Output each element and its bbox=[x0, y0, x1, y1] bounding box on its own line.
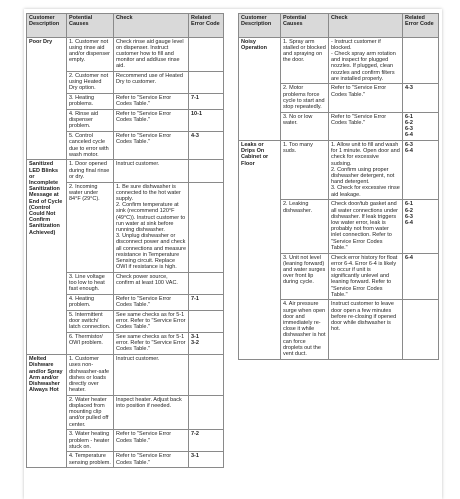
check-text: Check rinse aid gauge level on dispenser. Instruct customer how to fill and monitor and add/use rinse aid. bbox=[116, 38, 184, 70]
error-code-cell bbox=[403, 141, 439, 200]
table-row bbox=[239, 37, 439, 84]
check-text: Refer to "Service Error Codes Table." bbox=[116, 431, 172, 444]
check-text: Refer to "Service Error Codes Table." bbox=[331, 85, 387, 98]
potential-cause-cell bbox=[281, 253, 329, 300]
potential-cause-text: 1. Too many suds. bbox=[283, 142, 313, 155]
table-row bbox=[27, 160, 224, 182]
error-code-cell bbox=[189, 310, 224, 332]
potential-cause-cell bbox=[281, 37, 329, 84]
check-text: 1. Be sure dishwasher is connected to the hot water supply. 2. Confirm temperature at sink (recommend 120°F (49°C)). Instruct customer to run water at sink before running dishwasher. 3. Unplug dishwasher or disconnect power and check all connections and measure resistance in Temperature Sensing circuit. Replace OWI if resistance is high. bbox=[116, 183, 187, 271]
error-code-cell bbox=[189, 395, 224, 430]
table-row bbox=[27, 37, 224, 72]
header-related-error-code: Related Error Code bbox=[403, 14, 439, 38]
potential-cause-cell bbox=[67, 72, 114, 94]
error-code-cell bbox=[403, 112, 439, 140]
potential-cause-text: 5. Intermittent door switch/ latch connection. bbox=[69, 311, 111, 331]
check-text: Instruct customer to leave door open a few minutes before re-closing if opened door while dishwasher is hot. bbox=[331, 301, 397, 333]
check-cell bbox=[329, 84, 403, 112]
check-text: See same checks as for 5-1 error. Refer to "Service Error Codes Table." bbox=[116, 334, 186, 353]
header-related-error-code: Related Error Code bbox=[189, 14, 224, 38]
potential-cause-cell bbox=[67, 295, 114, 311]
check-text: - Instruct customer if blocked. - Check spray arm rotation and inspect for plugged nozzles. If plugged, clean nozzles and confirm filters are installed properly. bbox=[331, 38, 396, 82]
check-text: Check error history for float error 6-4. Error 6-4 is likely to occur if unit is significantly unlevel and leaning forward. Refer to "Service Error Codes Table." bbox=[331, 254, 398, 298]
potential-cause-cell bbox=[67, 132, 114, 160]
potential-cause-cell bbox=[281, 84, 329, 112]
table-body-left bbox=[27, 37, 224, 468]
potential-cause-text: 4. Air pressure surge when open door and immediately re-close it while dishwasher is hot can force droplets out the vent duct. bbox=[283, 301, 326, 358]
potential-cause-cell bbox=[67, 37, 114, 72]
potential-cause-cell bbox=[67, 430, 114, 452]
check-text: Refer to "Service Error Codes Table." bbox=[116, 453, 172, 466]
error-code-text: 6-4 bbox=[405, 254, 413, 261]
potential-cause-text: 1. Customer not using rinse aid and/or dispenser empty. bbox=[69, 38, 110, 64]
error-code-text: 6-1 6-2 6-3 6-4 bbox=[405, 201, 413, 226]
error-code-text: 7-1 bbox=[191, 296, 199, 303]
potential-cause-cell bbox=[67, 310, 114, 332]
customer-description-cell: Noisy Operation bbox=[239, 37, 281, 141]
check-text: Inspect heater. Adjust back into position if needed. bbox=[116, 396, 182, 410]
potential-cause-cell bbox=[281, 112, 329, 140]
error-code-cell bbox=[189, 295, 224, 311]
potential-cause-cell bbox=[67, 94, 114, 110]
potential-cause-text: 1. Customer uses non-dishwasher-safe dishes or loads directly over heater. bbox=[69, 356, 110, 394]
header-customer-description: Customer Description bbox=[27, 14, 67, 38]
potential-cause-cell bbox=[67, 110, 114, 132]
customer-description-cell: Poor Dry bbox=[27, 37, 67, 160]
potential-cause-text: 2. Incoming water under 84°F (29°C). bbox=[69, 183, 100, 202]
potential-cause-text: 3. Unit not level (leaning forward) and water surges over front lip during cycle. bbox=[283, 254, 326, 286]
potential-cause-text: 2. Leaking dishwasher. bbox=[283, 201, 313, 214]
check-text: Refer to "Service Error Codes Table." bbox=[116, 133, 172, 146]
check-cell bbox=[114, 110, 189, 132]
check-cell bbox=[114, 430, 189, 452]
check-cell bbox=[114, 37, 189, 72]
potential-cause-cell bbox=[67, 182, 114, 272]
error-code-cell bbox=[403, 300, 439, 359]
potential-cause-text: 1. Spray arm stalled or blocked and spraying on the door. bbox=[283, 38, 326, 64]
table-header-row bbox=[239, 14, 439, 38]
table-header-row bbox=[27, 14, 224, 38]
check-text: Instruct customer. bbox=[116, 161, 160, 168]
customer-description-cell: Melted Dishware and/or Spray Arm and/or Dishwasher Always Hot bbox=[27, 355, 67, 468]
check-cell bbox=[114, 355, 189, 396]
potential-cause-cell bbox=[67, 452, 114, 468]
check-cell bbox=[114, 182, 189, 272]
potential-cause-text: 3. Line voltage too low to heat fast enough. bbox=[69, 273, 105, 293]
error-code-cell bbox=[189, 452, 224, 468]
error-code-text: 4-3 bbox=[405, 85, 413, 92]
error-code-cell bbox=[403, 37, 439, 84]
error-code-cell bbox=[189, 132, 224, 160]
potential-cause-cell bbox=[67, 355, 114, 396]
error-code-cell bbox=[189, 182, 224, 272]
potential-cause-cell bbox=[67, 395, 114, 430]
error-code-text: 3-1 3-2 bbox=[191, 334, 199, 347]
error-code-cell bbox=[189, 110, 224, 132]
check-cell bbox=[114, 72, 189, 94]
check-cell bbox=[329, 200, 403, 253]
error-code-cell bbox=[403, 253, 439, 300]
troubleshooting-table-right bbox=[238, 13, 439, 360]
potential-cause-text: 4. Temperature sensing problem. bbox=[69, 453, 111, 466]
check-cell bbox=[329, 253, 403, 300]
error-code-cell bbox=[189, 160, 224, 182]
check-text: Refer to "Service Error Codes Table." bbox=[116, 95, 172, 108]
potential-cause-cell bbox=[67, 160, 114, 182]
potential-cause-cell bbox=[281, 141, 329, 200]
error-code-cell bbox=[189, 272, 224, 294]
error-code-text: 10-1 bbox=[191, 111, 203, 118]
error-code-cell bbox=[189, 94, 224, 110]
header-potential-causes: Potential Causes bbox=[67, 14, 114, 38]
check-cell bbox=[114, 94, 189, 110]
customer-description-cell: Leaks or Drips On Cabinet or Floor bbox=[239, 141, 281, 360]
potential-cause-text: 4. Rinse aid dispenser problem. bbox=[69, 111, 99, 130]
document-page bbox=[24, 9, 442, 499]
error-code-cell bbox=[189, 72, 224, 94]
potential-cause-cell bbox=[281, 200, 329, 253]
check-cell bbox=[114, 310, 189, 332]
check-text: Refer to "Service Error Codes Table." bbox=[116, 296, 172, 309]
check-cell bbox=[329, 300, 403, 359]
header-check: Check bbox=[114, 14, 189, 38]
customer-description-cell: Sanitized LED Blinks or Incomplete Sanitization Message at End of Cycle (Control Could Not Confirm Sanitization Achieved) bbox=[27, 160, 67, 355]
potential-cause-text: 3. Heating problems. bbox=[69, 95, 95, 108]
potential-cause-cell bbox=[67, 272, 114, 294]
error-code-cell bbox=[403, 84, 439, 112]
error-code-text: 6-3 6-4 bbox=[405, 142, 413, 155]
potential-cause-text: 4. Heating problem. bbox=[69, 296, 95, 309]
check-text: 1. Allow unit to fill and wash for 1 minute. Open door and check for excessive sudsing. 2. Confirm using proper dishwasher detergent, not hand detergent. 3. Check for excessive rinse aid leakage. bbox=[331, 142, 400, 198]
check-text: Instruct customer. bbox=[116, 356, 160, 363]
potential-cause-text: 1. Door opened during final rinse or dry. bbox=[69, 161, 110, 180]
check-text: Refer to "Service Error Codes Table." bbox=[116, 111, 172, 124]
error-code-text: 4-3 bbox=[191, 133, 199, 140]
check-cell bbox=[114, 132, 189, 160]
potential-cause-cell bbox=[67, 333, 114, 355]
check-text: See same checks as for 5-1 error. Refer to "Service Error Codes Table." bbox=[116, 311, 186, 331]
potential-cause-text: 2. Water heater displaced from mounting clip and/or pulled off center. bbox=[69, 396, 109, 428]
potential-cause-text: 2. Customer not using Heated Dry option. bbox=[69, 73, 109, 92]
error-code-text: 7-2 bbox=[191, 431, 199, 438]
error-code-cell bbox=[189, 355, 224, 396]
check-text: Recommend use of Heated Dry to customer. bbox=[116, 73, 183, 86]
table-row bbox=[27, 355, 224, 396]
potential-cause-text: 3. No or low water. bbox=[283, 113, 313, 126]
check-text: Refer to "Service Error Codes Table." bbox=[331, 113, 387, 126]
potential-cause-text: 6. Thermistor/ OWI problem. bbox=[69, 334, 103, 347]
check-cell bbox=[114, 295, 189, 311]
error-code-text: 6-1 6-2 6-3 6-4 bbox=[405, 113, 413, 139]
troubleshooting-table-left bbox=[26, 13, 224, 468]
error-code-cell bbox=[189, 430, 224, 452]
error-code-cell bbox=[189, 37, 224, 72]
check-text: Check power source, confirm at least 100 VAC. bbox=[116, 273, 178, 287]
check-cell bbox=[114, 272, 189, 294]
potential-cause-cell bbox=[281, 300, 329, 359]
error-code-text: 7-1 bbox=[191, 95, 199, 102]
header-customer-description: Customer Description bbox=[239, 14, 281, 38]
table-row bbox=[239, 141, 439, 200]
error-code-cell bbox=[403, 200, 439, 253]
error-code-text: 3-1 bbox=[191, 453, 199, 460]
check-cell bbox=[329, 141, 403, 200]
header-potential-causes: Potential Causes bbox=[281, 14, 329, 38]
potential-cause-text: 5. Control canceled cycle due to error with wash motor. bbox=[69, 133, 109, 158]
check-cell bbox=[329, 37, 403, 84]
check-cell bbox=[114, 395, 189, 430]
error-code-cell bbox=[189, 333, 224, 355]
table-body-right bbox=[239, 37, 439, 359]
check-cell bbox=[114, 160, 189, 182]
check-cell bbox=[114, 452, 189, 468]
header-check: Check bbox=[329, 14, 403, 38]
check-text: Check door/tub gasket and all water connections under dishwasher. If leak triggers low water error, leak is probably not from water inlet connection. Refer to "Service Error Codes Table." bbox=[331, 201, 398, 251]
potential-cause-text: 2. Motor problems force cycle to start and stop repeatedly. bbox=[283, 85, 325, 111]
check-cell bbox=[329, 112, 403, 140]
potential-cause-text: 3. Water heating problem - heater stuck on. bbox=[69, 431, 110, 450]
check-cell bbox=[114, 333, 189, 355]
